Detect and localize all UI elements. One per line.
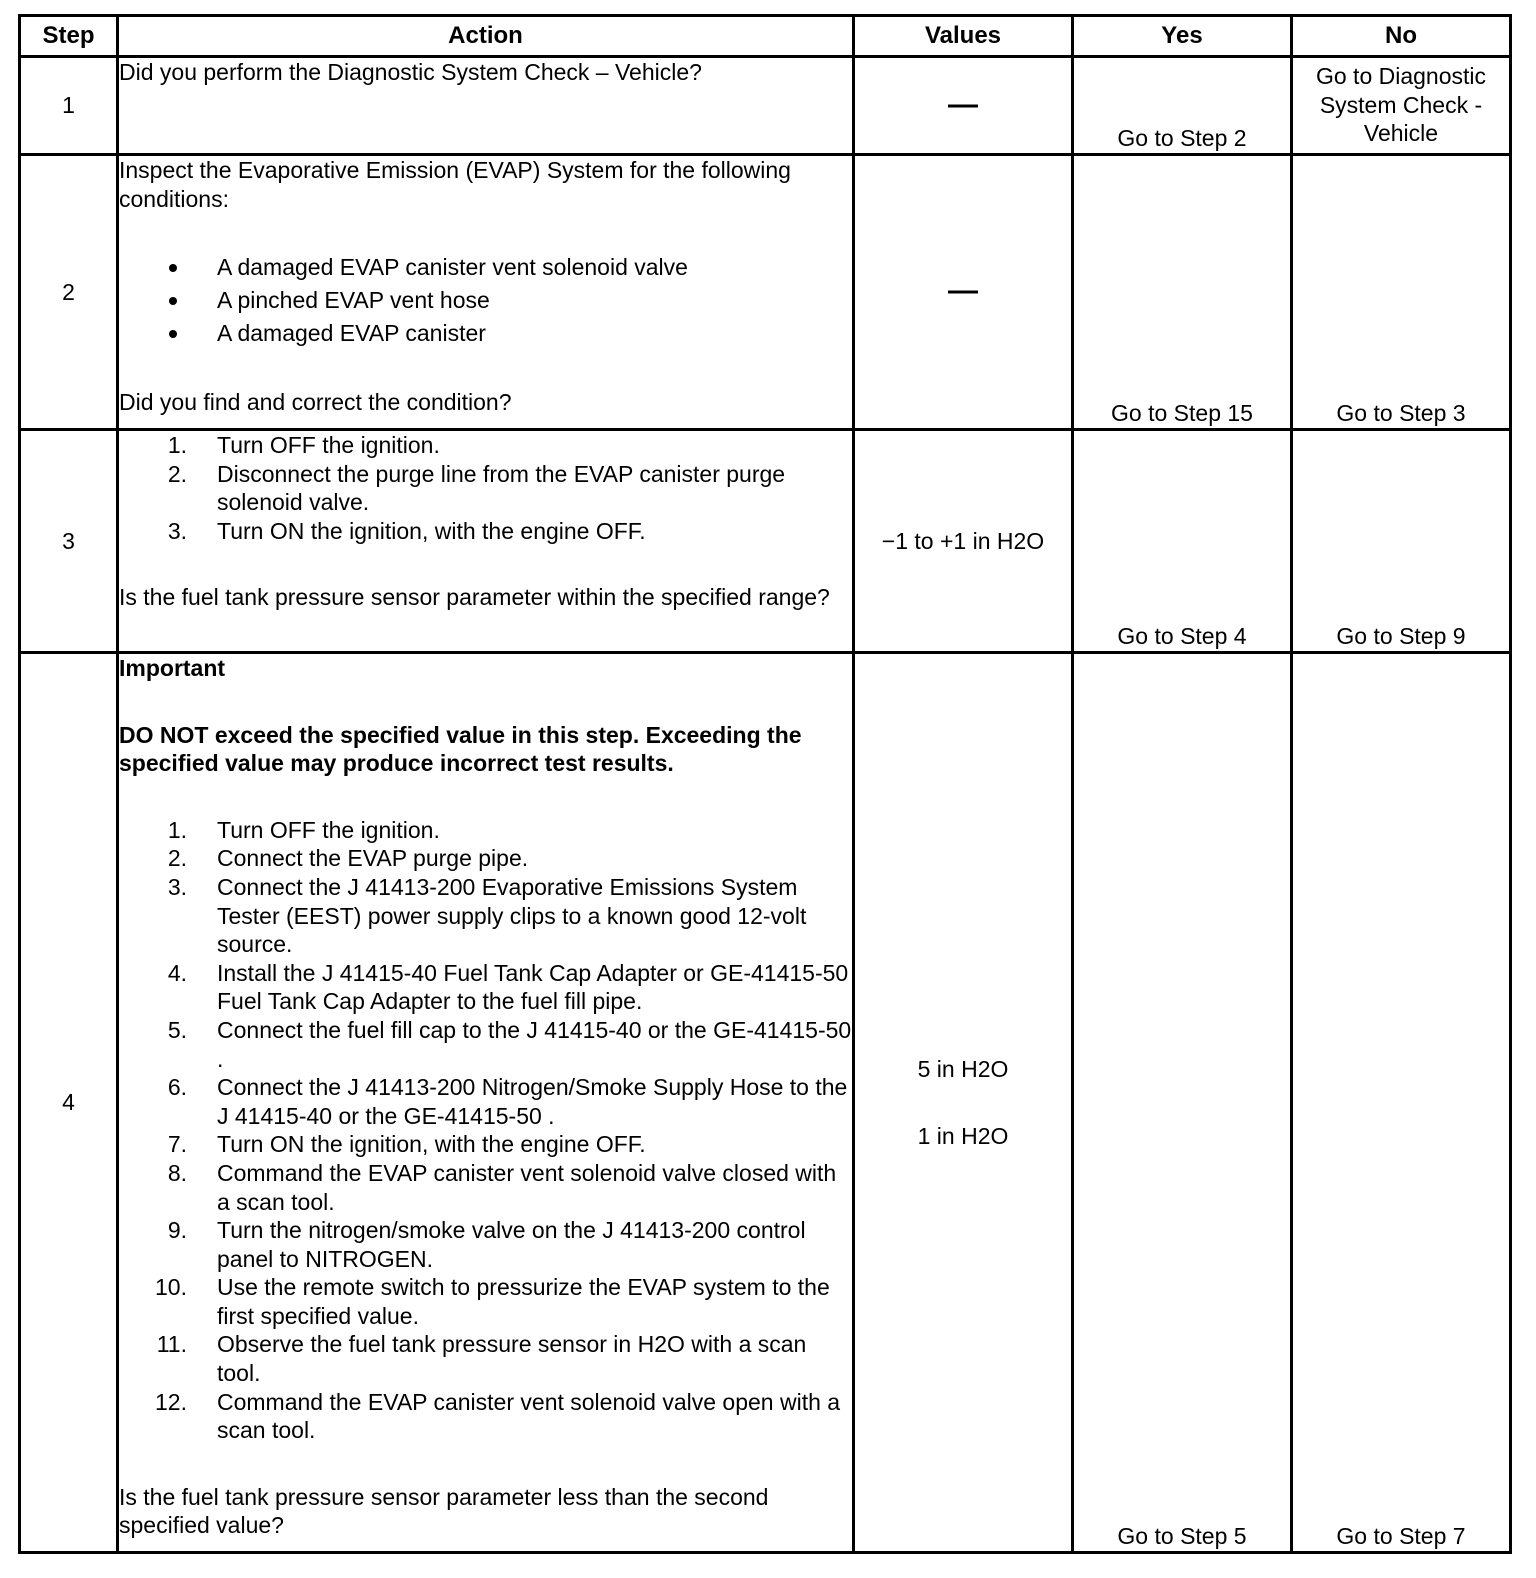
value-cell	[854, 57, 1073, 155]
value-cell: −1 to +1 in H2O	[854, 430, 1073, 653]
no-cell: Go to Step 7	[1292, 653, 1511, 1553]
action-cell	[118, 653, 854, 1553]
procedure-list	[119, 816, 852, 1445]
list-item: 9. Turn the nitrogen/smoke valve on the J 41413-200 control panel to NITROGEN.	[167, 1217, 806, 1272]
list-item: 4. Install the J 41415-40 Fuel Tank Cap Adapter or GE-41415-50 Fuel Tank Cap Adapter to the fuel fill pipe.	[167, 959, 849, 1015]
no-cell: Go to Step 9	[1292, 430, 1511, 653]
table-row	[20, 430, 1511, 653]
header-step: Step	[20, 16, 118, 57]
list-item: 5. Connect the fuel fill cap to the J 41415-40 or the GE-41415-50 .	[167, 1016, 852, 1072]
step-number: 1	[20, 57, 118, 155]
header-values: Values	[854, 16, 1073, 57]
important-text: DO NOT exceed the specified value in this step. Exceeding the specified value may produce incorrect test results.	[119, 721, 802, 777]
step-number: 3	[20, 430, 118, 653]
list-item: 12. Command the EVAP canister vent solenoid valve open with a scan tool.	[155, 1388, 841, 1444]
header-row	[20, 16, 1511, 57]
list-item: A pinched EVAP vent hose	[169, 284, 852, 317]
value-dash: —	[948, 87, 978, 121]
first-specified-value: 5 in H2O	[917, 1056, 1009, 1082]
table-row	[20, 155, 1511, 430]
list-item: 1. Turn OFF the ignition.	[167, 816, 440, 843]
list-item: 2. Connect the EVAP purge pipe.	[167, 845, 529, 872]
list-item: 1. Turn OFF the ignition.	[167, 432, 440, 458]
step-number: 2	[20, 155, 118, 430]
list-item: 7. Turn ON the ignition, with the engine OFF.	[167, 1131, 646, 1158]
second-specified-value: 1 in H2O	[917, 1123, 1009, 1149]
list-item: 2. Disconnect the purge line from the EVAP canister purge solenoid valve.	[167, 460, 786, 516]
table-row	[20, 57, 1511, 155]
list-item: 6. Connect the J 41413-200 Nitrogen/Smoke Supply Hose to the J 41415-40 or the GE-41415-50 .	[167, 1074, 848, 1129]
important-title: Important	[119, 655, 226, 681]
value-cell	[854, 653, 1073, 1553]
header-action: Action	[118, 16, 854, 57]
procedure-list	[119, 431, 852, 545]
yes-cell: Go to Step 5	[1073, 653, 1292, 1553]
yes-cell: Go to Step 15	[1073, 155, 1292, 430]
action-question: Is the fuel tank pressure sensor parameter within the specified range?	[119, 584, 830, 611]
value-dash: —	[948, 274, 978, 308]
yes-cell: Go to Step 2	[1073, 57, 1292, 155]
list-item: A damaged EVAP canister vent solenoid valve	[169, 251, 852, 284]
action-question: Did you find and correct the condition?	[119, 389, 512, 416]
diagnostic-table	[18, 14, 1512, 1554]
action-intro: Inspect the Evaporative Emission (EVAP) System for the following conditions:	[119, 157, 791, 212]
yes-cell: Go to Step 4	[1073, 430, 1292, 653]
no-cell: Go to Step 3	[1292, 155, 1511, 430]
step-number: 4	[20, 653, 118, 1553]
no-cell: Go to Diagnostic System Check - Vehicle	[1292, 57, 1511, 155]
list-item: 3. Connect the J 41413-200 Evaporative Emissions System Tester (EEST) power supply clips to a known good 12-volt source.	[167, 873, 807, 958]
action-question: Did you perform the Diagnostic System Check – Vehicle?	[119, 59, 702, 85]
header-no: No	[1292, 16, 1511, 57]
list-item: 8. Command the EVAP canister vent solenoid valve closed with a scan tool.	[167, 1159, 837, 1215]
action-question: Is the fuel tank pressure sensor parameter less than the second specified value?	[119, 1483, 769, 1539]
action-cell	[118, 430, 854, 653]
action-cell	[118, 155, 854, 430]
condition-list	[119, 251, 852, 350]
action-cell	[118, 57, 854, 155]
list-item: 10. Use the remote switch to pressurize the EVAP system to the first specified value.	[155, 1274, 830, 1329]
header-yes: Yes	[1073, 16, 1292, 57]
list-item: A damaged EVAP canister	[169, 317, 852, 350]
table-row	[20, 653, 1511, 1553]
value-cell	[854, 155, 1073, 430]
list-item: 11. Observe the fuel tank pressure sensor in H2O with a scan tool.	[156, 1331, 807, 1387]
list-item: 3. Turn ON the ignition, with the engine OFF.	[167, 517, 646, 544]
